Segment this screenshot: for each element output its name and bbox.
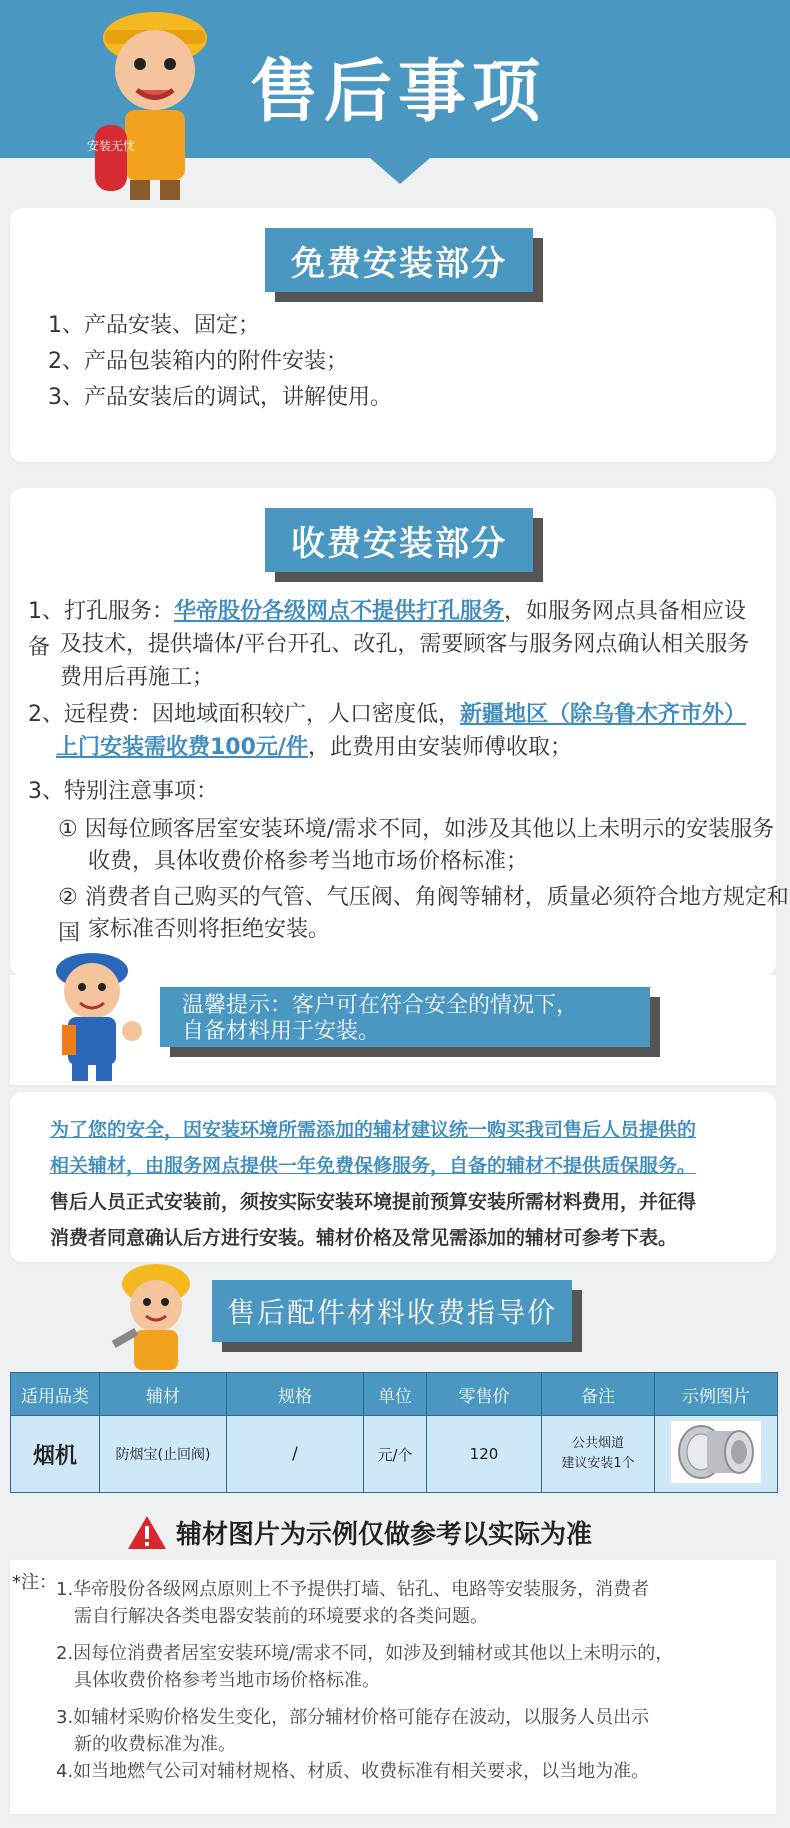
safety-paragraph-1: 售后人员正式安装前，须按实际安装环境提前预算安装所需材料费用，并征得 [50,1191,697,1213]
paid-item-2: 2、远程费：因地域面积较广，人口密度低，新疆地区（除乌鲁木齐市外） [28,702,747,727]
note-4: 4.如当地燃气公司对辅材规格、材质、收费标准有相关要求，以当地为准。 [56,1761,650,1782]
warning-text: 辅材图片为示例仅做参考以实际为准 [176,1520,593,1550]
special-note-2b: 家标准否则将拒绝安装。 [88,917,331,942]
cell-unit: 元/个 [364,1416,427,1493]
cell-note: 公共烟道 建议安装1个 [542,1416,655,1493]
remote-fee-note: 上门安装需收费100元/件 [56,735,308,760]
free-item-2: 2、产品包装箱内的附件安装； [48,349,348,374]
cell-category: 烟机 [11,1416,100,1493]
special-note-1a: ① 因每位顾客居室安装环境/需求不同，如涉及其他以上未明示的安装服务 [58,817,775,842]
note-2a: 2.因每位消费者居室安装环境/需求不同，如涉及到辅材或其他以上未明示的， [56,1643,674,1664]
col-header-category: 适用品类 [11,1373,100,1416]
notes-label: *注： [12,1572,57,1593]
free-install-heading: 免费安装部分 [265,228,533,292]
paid-install-heading: 收费安装部分 [265,508,533,572]
paid-item-2-line2: 上门安装需收费100元/件，此费用由安装师傅收取； [56,735,572,760]
badge-text: 安装无忧 [86,139,136,153]
guide-heading: 售后配件材料收费指导价 [212,1280,572,1342]
cell-material: 防烟宝(止回阀) [100,1416,227,1493]
safety-text [50,1112,770,1256]
price-table [10,1372,778,1493]
check-valve-icon [671,1421,761,1483]
safety-paragraph-2: 消费者同意确认后方进行安装。辅材价格及常见需添加的辅材可参考下表。 [50,1227,678,1249]
warning-icon [127,1514,167,1550]
note-2b: 具体收费价格参考当地市场价格标准。 [74,1670,380,1691]
col-header-note: 备注 [542,1373,655,1416]
table-row [11,1416,778,1493]
note-1a: 1.华帝股份各级网点原则上不予提供打墙、钻孔、电路等安装服务，消费者 [56,1579,650,1600]
warm-tip [160,987,650,1047]
col-header-unit: 单位 [364,1373,427,1416]
installer-mascot-icon [85,0,225,205]
safety-highlight-2: 相关辅材，由服务网点提供一年免费保修服务，自备的辅材不提供质保服务。 [50,1155,697,1177]
safety-highlight-1: 为了您的安全，因安装环境所需添加的辅材建议统一购买我司售后人员提供的 [50,1119,697,1141]
worker-wrench-icon [108,1258,203,1376]
warm-tip-line2: 自备材料用于安装。 [182,1019,381,1044]
cell-image [655,1416,778,1493]
worker-thumbs-up-icon [40,945,150,1085]
xinjiang-note: 新疆地区（除乌鲁木齐市外） [460,702,747,727]
col-header-material: 辅材 [100,1373,227,1416]
paid-item-1: 1、打孔服务：华帝股份各级网点不提供打孔服务，如服务网点具备相应设备 [28,599,747,660]
special-note-1b: 收费，具体收费价格参考当地市场价格标准； [88,849,529,874]
note-1b: 需自行解决各类电器安装前的环境要求的各类问题。 [74,1606,488,1627]
cell-spec: / [227,1416,364,1493]
paid-item-1-line2: 及技术，提供墙体/平台开孔、改孔，需要顾客与服务网点确认相关服务 [60,632,750,657]
col-header-spec: 规格 [227,1373,364,1416]
free-item-1: 1、产品安装、固定； [48,313,260,338]
note-3a: 3.如辅材采购价格发生变化，部分辅材价格可能存在波动，以服务人员出示 [56,1707,650,1728]
page-title: 售后事项 [250,53,547,132]
paid-item-3: 3、特别注意事项： [28,779,218,804]
notes-list [56,1576,776,1785]
special-note-2a: ② 消费者自己购买的气管、气压阀、角阀等辅材，质量必须符合地方规定和国 [58,885,789,946]
col-header-image: 示例图片 [655,1373,778,1416]
no-drilling-note: 华帝股份各级网点不提供打孔服务 [174,599,505,624]
col-header-price: 零售价 [427,1373,542,1416]
cell-price: 120 [427,1416,542,1493]
header-notch [370,158,430,184]
free-item-3: 3、产品安装后的调试，讲解使用。 [48,385,392,410]
paid-item-1-line3: 费用后再施工； [60,665,215,690]
warm-tip-line1: 温馨提示：客户可在符合安全的情况下， [182,993,579,1018]
note-3b: 新的收费标准为准。 [74,1734,236,1755]
